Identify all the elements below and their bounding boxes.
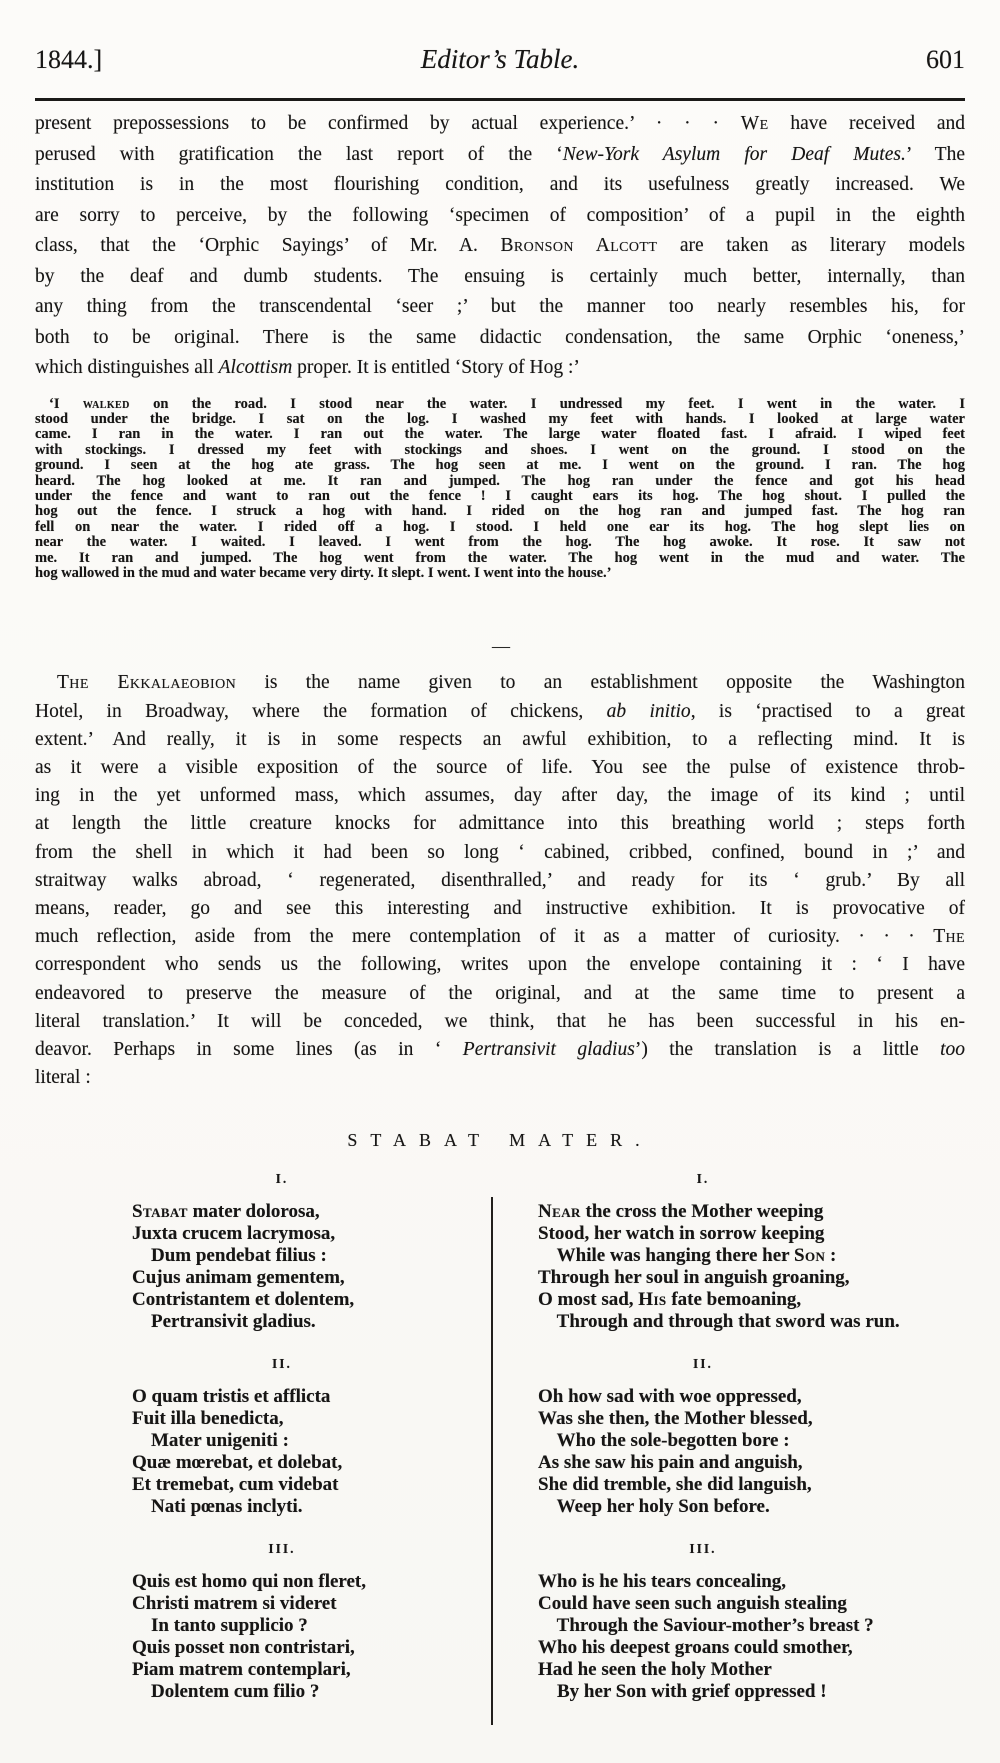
column-divider-rule	[491, 1197, 493, 1725]
stanza-lines: Quis est homo qui non fleret, Christi matrem si videret In tanto supplicio ? Quis posset non contristari, Piam matrem contemplari, Dolentem cum filio ?	[132, 1571, 367, 1703]
year-label: 1844.]	[35, 45, 103, 74]
page-number: 601	[926, 45, 965, 74]
stanza-numeral: III.	[689, 1541, 717, 1557]
poem-english-column	[493, 1170, 965, 1725]
paragraph-story-of-hog: ‘I walked on the road. I stood near the water. I undressed my feet. I went in the water. I stood under the bridge. I sat on the log. I washed my feet with hands. I looked at large water came. I ran in the water. I ran out the water. The large water floated fast. I afraid. I wiped feet with stockings. I dressed my feet with stockings and shoes. I went on the ground. I stood on the ground. I seen at the hog ate grass. The hog seen at me. I went on the ground. I ran. The hog heard. The hog looked at me. It ran and jumped. The hog ran under the fence and got his head under the fence and want to ran out the fence ! I caught ears its hog. The hog shout. I pulled the hog out the fence. I struck a hog with hand. I rided on the hog ran and jumped fast. The hog ran fell on near the water. I rided off a hog. I stood. I held one ear its hog. The hog slept lies on near the water. I waited. I leaved. I went from the hog. The hog awoke. It rose. It saw not me. It ran and jumped. The hog went from the water. The hog went in the mud and water. The hog wallowed in the mud and water became very dirty. It slept. I went. I went into the house.’	[35, 395, 965, 581]
stanza-lines: Oh how sad with woe oppressed, Was she then, the Mother blessed, Who the sole-begotten bore : As she saw his pain and anguish, She did tremble, she did languish, Weep her holy Son before.	[538, 1386, 813, 1518]
stanza-numeral: II.	[272, 1356, 292, 1372]
stanza-numeral: III.	[268, 1541, 296, 1557]
running-head	[35, 0, 965, 75]
page-title: Editor’s Table.	[420, 44, 580, 74]
english-stanza-1	[493, 1170, 965, 1333]
poem-latin-column	[35, 1170, 493, 1725]
stanza-lines: Stabat mater dolorosa, Juxta crucem lacrymosa, Dum pendebat filius : Cujus animam gementem, Contristantem et dolentem, Pertransivit gladius.	[132, 1201, 355, 1333]
english-stanza-3	[493, 1540, 965, 1703]
latin-stanza-1	[35, 1170, 493, 1333]
section-separator: —	[492, 636, 508, 657]
stanza-numeral: II.	[693, 1356, 713, 1372]
stanza-numeral: I.	[696, 1171, 710, 1187]
latin-stanza-2	[35, 1355, 493, 1518]
paragraph-deaf-mutes-asylum: present prepossessions to be confirmed by actual experience.’ · · · We have received and perused with gratification the last report of the ‘New-York Asylum for Deaf Mutes.’ The institution is in the most flourishing condition, and its usefulness greatly increased. We are sorry to perceive, by the following ‘specimen of composition’ of a pupil in the eighth class, that the ‘Orphic Sayings’ of Mr. A. Bronson Alcott are taken as literary models by the deaf and dumb students. The ensuing is certainly much better, internally, than any thing from the transcendental ‘seer ;’ but the manner too nearly resembles his, for both to be original. There is the same didactic condensation, the same Orphic ‘oneness,’ which distinguishes all Alcottism proper. It is entitled ‘Story of Hog :’	[35, 113, 966, 378]
stanza-lines: Near the cross the Mother weeping Stood, her watch in sorrow keeping While was hanging there her Son : Through her soul in anguish groaning, O most sad, His fate bemoaning, Through and through that sword was run.	[538, 1201, 900, 1333]
header-rule	[35, 98, 965, 101]
poem-columns	[35, 1170, 965, 1725]
stanza-lines: Who is he his tears concealing, Could have seen such anguish stealing Through the Saviour-mother’s breast ? Who his deepest groans could smother, Had he seen the holy Mother By her Son with grief oppressed !	[538, 1571, 874, 1703]
english-stanza-2	[493, 1355, 965, 1518]
latin-stanza-3	[35, 1540, 493, 1703]
stanza-numeral: I.	[275, 1171, 289, 1187]
poem-title: STABAT MATER.	[347, 1130, 653, 1151]
paragraph-ekkalaeobion: The Ekkalaeobion is the name given to an establishment opposite the Washington Hotel, in Broadway, where the formation of chickens, ab initio, is ‘practised to a great extent.’ And really, it is in some respects an awful exhibition, to a reflecting mind. It is as it were a visible exposition of the source of life. You see the pulse of existence throb- ing in the yet unformed mass, which assumes, day after day, the image of its kind ; until at length the little creature knocks for admittance into this breathing world ; steps forth from the shell in which it had been so long ‘ cabined, cribbed, confined, bound in ;’ and straitway walks abroad, ‘ regenerated, disenthralled,’ and ready for its ‘ grub.’ By all means, reader, go and see this interesting and instructive exhibition. It is provocative of much reflection, aside from the mere contemplation of it as a matter of curiosity. · · · The correspondent who sends us the following, writes upon the envelope containing it : ‘ I have endeavored to preserve the measure of the original, and at the same time to present a literal translation.’ It will be conceded, we think, that he has been successful in his en- deavor. Perhaps in some lines (as in ‘ Pertransivit gladius’) the translation is a little too literal :	[35, 672, 966, 1089]
stanza-lines: O quam tristis et afflicta Fuit illa benedicta, Mater unigeniti : Quæ mœrebat, et dolebat, Et tremebat, cum videbat Nati pœnas inclyti.	[132, 1386, 343, 1518]
